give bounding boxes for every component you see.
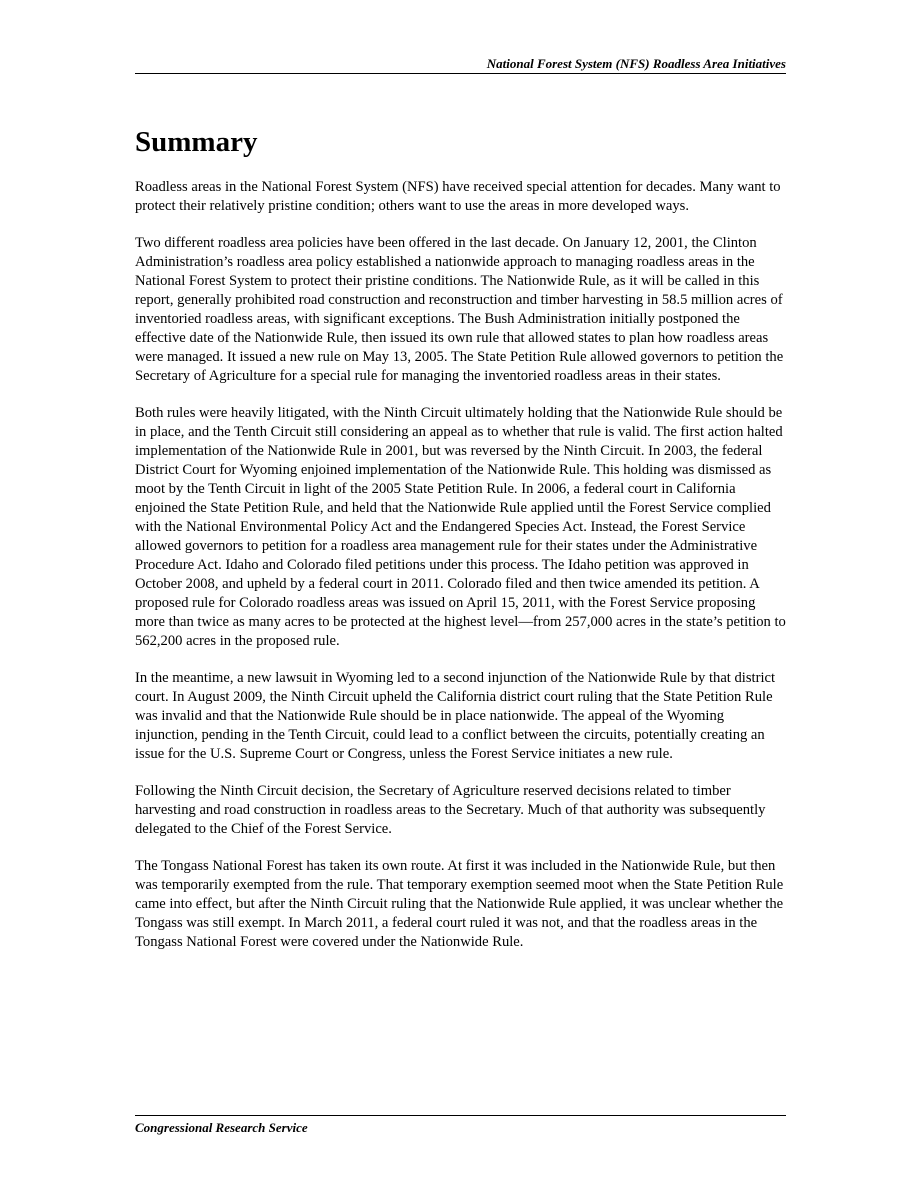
summary-body <box>135 178 787 970</box>
paragraph-policies: Two different roadless area policies have been offered in the last decade. On January 12, 2001, the Clinton Administration’s roadless area policy established a nationwide approach to managing roadless areas in the National Forest System to protect their pristine conditions. The Nationwide Rule, as it will be called in this report, generally prohibited road construction and reconstruction and timber harvesting in 58.5 million acres of inventoried roadless areas, with significant exceptions. The Bush Administration initially postponed the effective date of the Nationwide Rule, then issued its own rule that allowed states to plan how roadless areas were managed. It issued a new rule on May 13, 2005. The State Petition Rule allowed governors to petition the Secretary of Agriculture for a special rule for managing the inventoried roadless areas in their states. <box>135 235 784 384</box>
running-footer: Congressional Research Service <box>135 1120 308 1135</box>
paragraph-tongass: The Tongass National Forest has taken its own route. At first it was included in the Nationwide Rule, but then was temporarily exempted from the rule. That temporary exemption seemed moot when the State Petition Rule came into effect, but after the Ninth Circuit ruling that the Nationwide Rule applied, it was unclear whether the Tongass was still exempt. In March 2011, a federal court ruled it was not, and that the roadless areas in the Tongass National Forest were covered under the Nationwide Rule. <box>135 858 784 950</box>
page-title: Summary <box>135 126 258 158</box>
paragraph-intro: Roadless areas in the National Forest System (NFS) have received special attention for decades. Many want to protect their relatively pristine condition; others want to use the areas in more developed ways. <box>135 179 781 214</box>
paragraph-litigation: Both rules were heavily litigated, with the Ninth Circuit ultimately holding that the Nationwide Rule should be in place, and the Tenth Circuit still considering an appeal as to whether that rule is valid. The first action halted implementation of the Nationwide Rule in 2001, but was reversed by the Ninth Circuit. In 2003, the federal District Court for Wyoming enjoined implementation of the Nationwide Rule. This holding was dismissed as moot by the Tenth Circuit in light of the 2005 State Petition Rule. In 2006, a federal court in California enjoined the State Petition Rule, and held that the Nationwide Rule applied until the Forest Service complied with the National Environmental Policy Act and the Endangered Species Act. Instead, the Forest Service allowed governors to petition for a roadless area management rule for their states under the Administrative Procedure Act. Idaho and Colorado filed petitions under this process. The Idaho petition was approved in October 2008, and upheld by a federal court in 2011. Colorado filed and then twice amended its petition. A proposed rule for Colorado roadless areas was issued on April 15, 2011, with the Forest Service proposing more than twice as many acres to be protected at the highest level—from 257,000 acres in the state’s petition to 562,200 acres in the proposed rule. <box>135 405 786 649</box>
paragraph-wyoming-lawsuit: In the meantime, a new lawsuit in Wyoming led to a second injunction of the Nationwide Rule by that district court. In August 2009, the Ninth Circuit upheld the California district court ruling that the State Petition Rule was invalid and that the Nationwide Rule should be in place nationwide. The appeal of the Wyoming injunction, pending in the Tenth Circuit, could lead to a conflict between the circuits, potentially creating an issue for the U.S. Supreme Court or Congress, unless the Forest Service initiates a new rule. <box>135 670 776 762</box>
footer-divider <box>135 1115 786 1116</box>
paragraph-secretary-decision: Following the Ninth Circuit decision, the Secretary of Agriculture reserved decisions related to timber harvesting and road construction in roadless areas to the Secretary. Much of that authority was subsequently delegated to the Chief of the Forest Service. <box>135 783 766 837</box>
running-header: National Forest System (NFS) Roadless Area Initiatives <box>486 56 786 71</box>
header-divider <box>135 73 786 74</box>
